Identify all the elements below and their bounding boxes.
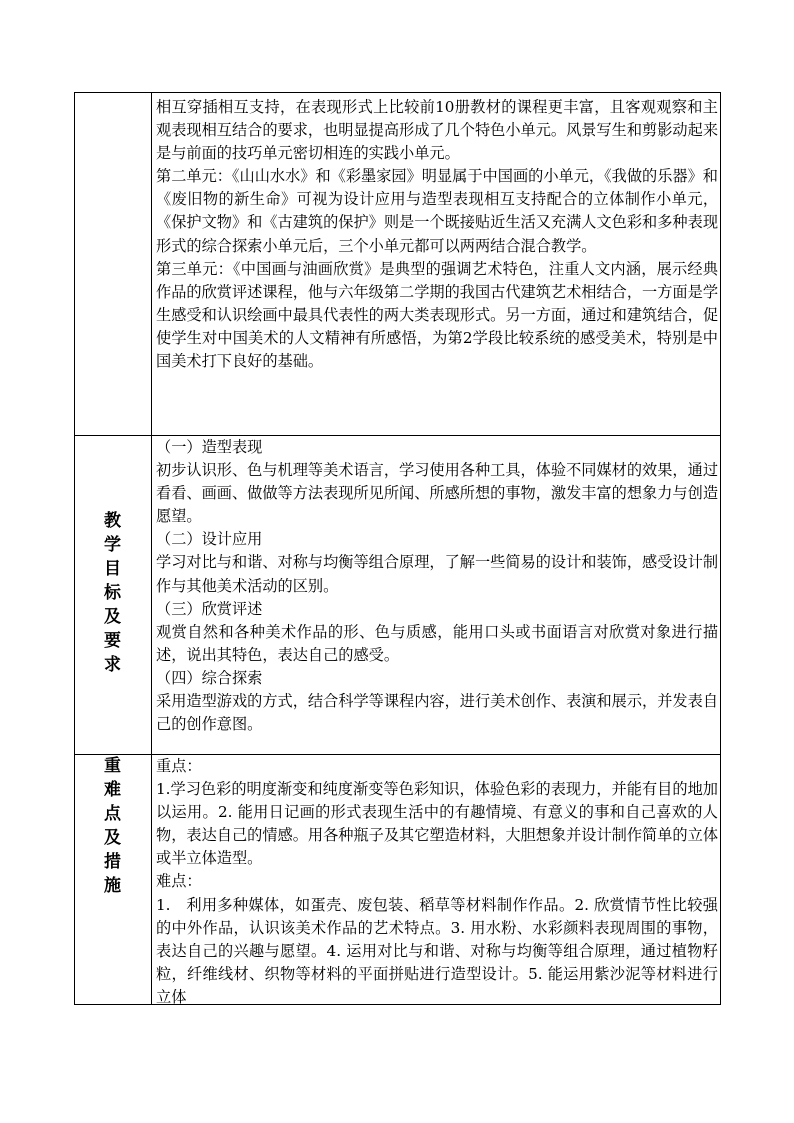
unit-3-paragraph: 第三单元：《中国画与油画欣赏》是典型的强调艺术特色，注重人文内涵，展示经典作品的欣赏评述课程，他与六年级第二学期的我国古代建筑艺术相结合，一方面是学生感受和认识绘画中最具代表性的两大类表现形式。另一方面，通过和建筑结合，促使学生对中国美术的人文精神有所感悟，为第2学段比较系统的感受美术，特别是中国美术打下良好的基础。: [156, 259, 718, 371]
teaching-goals-label: 教 学 目 标 及 要 求: [104, 511, 121, 675]
goal-text-modeling: 初步认识形、色与机理等美术语言，学习使用各种工具，体验不同媒材的效果，通过看看、画画、做做等方法表现所见所闻、所感所想的事物，激发丰富的想象力与创造愿望。: [156, 461, 718, 526]
key-points-cell: [156, 755, 718, 1009]
key-points-heading: 重点：: [156, 757, 202, 775]
key-points-text: 1.学习色彩的明度渐变和纯度渐变等色彩知识，体验色彩的表现力，并能有目的地加以运用。2. 能用日记画的形式表现生活中的有趣情境、有意义的事和自己喜欢的人物，表达自己的情感。用各种瓶子及其它塑造材料，大胆想象并设计制作简单的立体或半立体造型。: [156, 780, 718, 868]
goal-text-exploration: 采用造型游戏的方式，结合科学等课程内容，进行美术创作、表演和展示，并发表自己的创作意图。: [156, 692, 718, 734]
goal-heading-design: （二）设计应用: [156, 530, 263, 549]
goal-heading-exploration: （四）综合探索: [156, 668, 263, 687]
key-points-label: 重 难 点 及 措 施: [104, 756, 121, 896]
goal-text-appreciation: 观赏自然和各种美术作品的形、色与质感，能用口头或书面语言对欣赏对象进行描述，说出其特色，表达自己的感受。: [156, 622, 718, 664]
unit-description-cell: [156, 96, 718, 373]
goal-heading-appreciation: （三）欣赏评述: [156, 599, 263, 618]
unit-2-paragraph: 第二单元：《山山水水》和《彩墨家园》明显属于中国画的小单元，《我做的乐器》和《废旧物的新生命》可视为设计应用与造型表现相互支持配合的立体制作小单元，《保护文物》和《古建筑的保护》则是一个既接贴近生活又充满人文色彩和多种表现形式的综合探索小单元后，三个小单元都可以两两结合混合教学。: [156, 167, 718, 255]
difficult-points-text: 1. 利用多种媒体，如蛋壳、废包装、稻草等材料制作作品。2. 欣赏情节性比较强的中外作品，认识该美术作品的艺术特点。3. 用水粉、水彩颜料表现周围的事物，表达自己的兴趣与愿望。4. 运用对比与和谐、对称与均衡等组合原理，通过植物籽粒，纤维线材、织物等材料的平面拼贴进行造型设计。5. 能运用紫沙泥等材料进行立体: [156, 895, 718, 1006]
key-points-row: [74, 754, 721, 1004]
unit-description-row: [74, 92, 721, 435]
goal-heading-modeling: （一）造型表现: [156, 438, 263, 456]
teaching-goals-cell: [156, 436, 718, 736]
goal-text-design: 学习对比与和谐、对称与均衡等组合原理，了解一些简易的设计和装饰，感受设计制作与其他美术活动的区别。: [156, 553, 718, 595]
difficult-points-heading: 难点：: [156, 872, 202, 891]
unit-description-paragraph: 相互穿插相互支持，在表现形式上比较前10册教材的课程更丰富，且客观观察和主观表现相互结合的要求，也明显提高形成了几个特色小单元。风景写生和剪影动起来是与前面的技巧单元密切相连的实践小单元。: [156, 98, 718, 163]
teaching-goals-row: [74, 435, 721, 754]
